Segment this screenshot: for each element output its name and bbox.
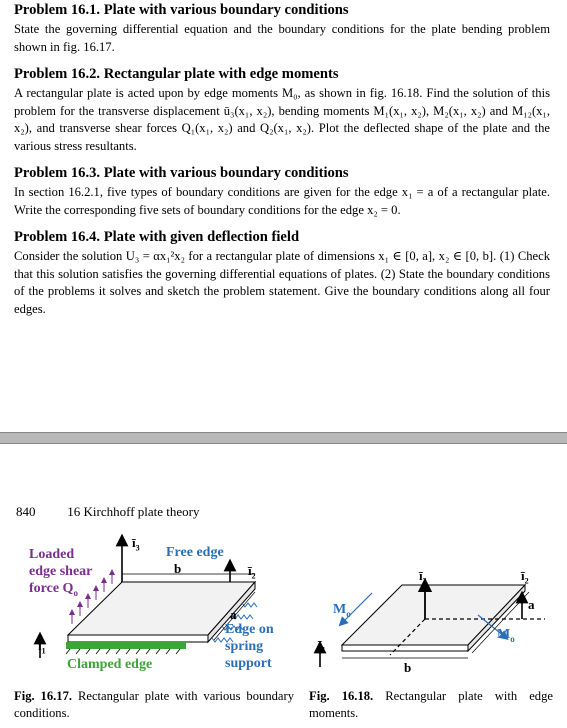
problem-title: Problem 16.2. Rectangular plate with edge moments xyxy=(14,66,339,82)
caption-label: Fig. 16.17. xyxy=(14,689,73,703)
page-header xyxy=(16,504,200,520)
label-axis-3: $ī_3$ xyxy=(419,568,427,586)
problem-body: In section 16.2.1, five types of boundary conditions are given for the edge x₁ = a of a rectangular plate. Write the corresponding five sets of boundary conditions for the edge x₂ = 0. xyxy=(14,185,550,217)
page-separator xyxy=(0,432,567,444)
caption-text: Rectangular plate with various boundary conditions. xyxy=(14,689,294,720)
label-axis-2: $ī_2$ xyxy=(521,568,529,586)
label-free-edge: Free edge xyxy=(166,545,224,560)
label-moment-left: $M_o$ xyxy=(333,602,351,619)
problem-16-1 xyxy=(14,2,550,56)
caption-fig-16-17 xyxy=(14,688,294,722)
clamped-edge-bar xyxy=(66,642,186,649)
problem-body: State the governing differential equation and the boundary conditions for the plate bending problem shown in fig. 16.17. xyxy=(14,22,550,54)
caption-label: Fig. 16.18. xyxy=(309,689,374,703)
page-number: 840 xyxy=(16,504,36,519)
caption-fig-16-18 xyxy=(309,688,553,722)
problem-title: Problem 16.4. Plate with given deflection field xyxy=(14,229,300,245)
label-axis-1: $ī_1$ xyxy=(318,637,326,655)
problem-title: Problem 16.3. Plate with various boundary conditions xyxy=(14,165,349,181)
clamp-hatch xyxy=(66,649,180,654)
label-clamped-edge: Clamped edge xyxy=(67,657,153,672)
plate-front-edge xyxy=(68,635,208,642)
label-moment-right: $M_o$ xyxy=(497,627,515,644)
chapter-title: 16 Kirchhoff plate theory xyxy=(67,504,200,519)
label-spring-support: Edge on spring support xyxy=(225,622,274,671)
label-loaded-edge-shear: Loaded edge shear force $Q_o$ xyxy=(29,547,93,598)
problems-section xyxy=(14,0,550,328)
label-axis-2: $ī_2$ xyxy=(248,563,256,581)
problem-body: A rectangular plate is acted upon by edge moments M₀, as shown in fig. 16.18. Find the solution of this problem for the transverse displacement ū₃(x₁, x₂), bending moments M₁(x₁, x₂), M₂(x₁, x₂) and M₁₂(x₁, x₂), and transverse shear forces Q₁(x₁, x₂) and Q₂(x₁, x₂). Plot the deflected shape of the plate and the various stress resultants. xyxy=(14,86,550,153)
caption-text: Rectangular plate with edge moments. xyxy=(309,689,553,720)
label-axis-3: $ī_3$ xyxy=(132,535,140,553)
problem-16-3 xyxy=(14,165,550,219)
label-dim-a: a xyxy=(230,607,237,622)
problem-16-2 xyxy=(14,66,550,155)
problem-title: Problem 16.1. Plate with various boundary conditions xyxy=(14,2,349,18)
problem-body: Consider the solution U₃ = αx₁²x₂ for a rectangular plate of dimensions x₁ ∈ [0, a], x₂ ∈ [0, b]. (1) Check that this solution satisfies the governing differential equations of plates. (2) State the boundary conditions of the problems it solves and sketch the problem statement. Give the boundary conditions along all four edges. xyxy=(14,249,550,316)
label-dim-b: b xyxy=(174,561,182,576)
plate-front-edge xyxy=(342,645,468,651)
label-dim-b: b xyxy=(404,660,412,675)
label-dim-a: a xyxy=(528,597,535,612)
label-axis-1: $ī_1$ xyxy=(38,638,46,656)
problem-16-4 xyxy=(14,229,550,318)
